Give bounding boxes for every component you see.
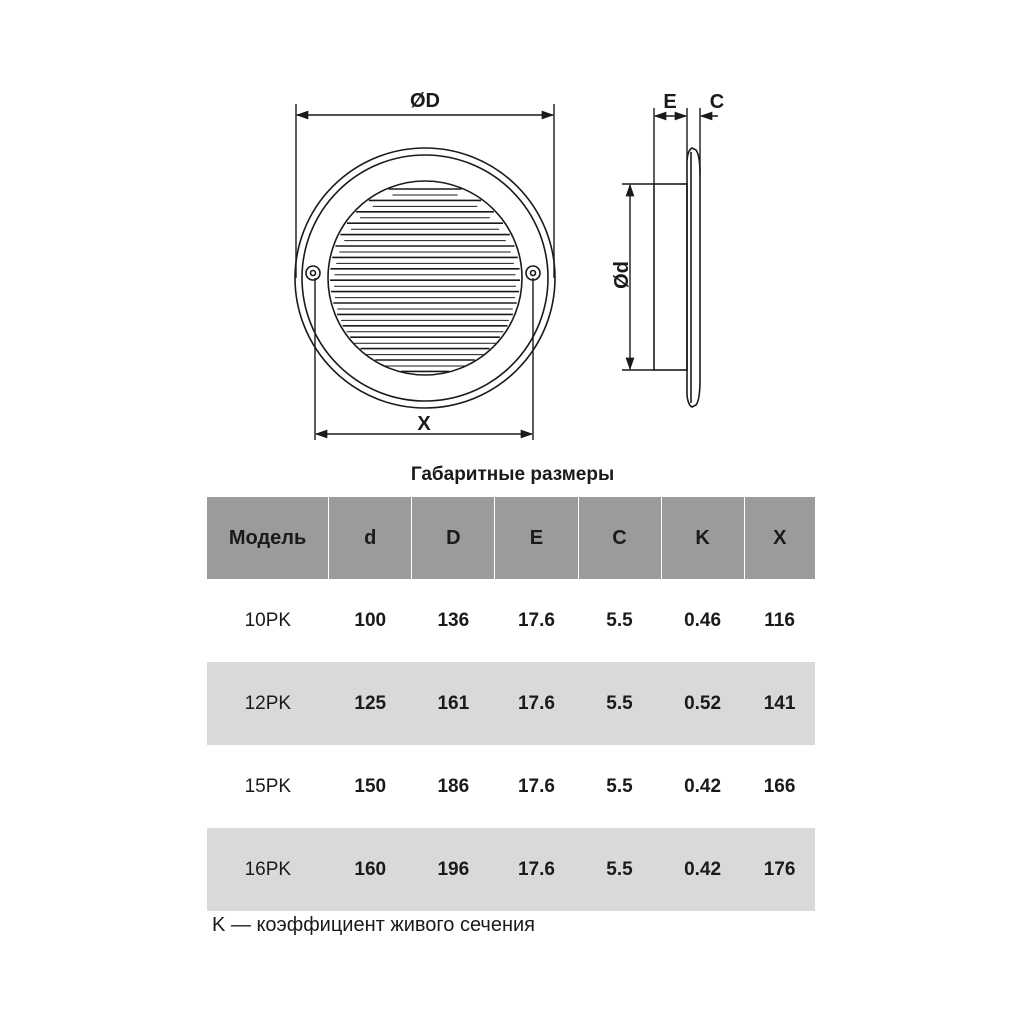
duct-collar xyxy=(654,184,687,370)
cell-X: 141 xyxy=(744,662,815,745)
cell-E: 17.6 xyxy=(517,775,555,797)
cell-X: 116 xyxy=(764,609,795,631)
cell-K: 0.42 xyxy=(661,828,744,911)
cell-d: 150 xyxy=(354,775,387,797)
header-D: D xyxy=(412,497,495,579)
label-X: X xyxy=(417,413,431,435)
cell-model: 12PK xyxy=(207,662,329,745)
cell-X: 166 xyxy=(763,775,796,797)
header-C: C xyxy=(578,497,661,579)
table-row xyxy=(207,828,815,911)
technical-drawing xyxy=(0,0,1025,460)
header-d: d xyxy=(329,497,412,579)
front-view xyxy=(295,148,555,408)
inner-rim xyxy=(302,155,548,401)
cell-D: 196 xyxy=(412,828,495,911)
cell-K: 0.42 xyxy=(684,775,722,797)
side-view xyxy=(654,148,700,407)
cell-C: 5.5 xyxy=(578,828,661,911)
screw-hole-left xyxy=(306,266,320,280)
header-model: Модель xyxy=(207,497,329,579)
outer-rim xyxy=(295,148,555,408)
table-row xyxy=(207,745,815,828)
table-header-row xyxy=(207,497,815,579)
header-X: X xyxy=(744,497,815,579)
cell-E: 17.6 xyxy=(495,828,578,911)
cell-d: 160 xyxy=(329,828,412,911)
header-E: E xyxy=(495,497,578,579)
screw-hole-right xyxy=(526,266,540,280)
dimension-E-C xyxy=(654,108,718,184)
cell-D: 161 xyxy=(412,662,495,745)
label-C: C xyxy=(709,91,725,113)
cell-C: 5.5 xyxy=(606,609,633,631)
table-row xyxy=(207,662,815,745)
table-title: Габаритные размеры xyxy=(410,464,615,485)
dimensions-table xyxy=(207,497,815,911)
table-row xyxy=(207,579,815,662)
cell-X: 176 xyxy=(744,828,815,911)
cell-d: 100 xyxy=(354,609,387,631)
flange xyxy=(687,148,700,407)
label-E: E xyxy=(663,91,677,113)
header-K: K xyxy=(661,497,744,579)
label-D: ØD xyxy=(410,90,440,112)
cell-D: 136 xyxy=(437,609,470,631)
cell-C: 5.5 xyxy=(606,775,633,797)
cell-C: 5.5 xyxy=(578,662,661,745)
cell-model: 16PK xyxy=(207,828,329,911)
cell-model: 15PK xyxy=(244,775,292,797)
footnote: K — коэффициент живого сечения xyxy=(212,914,536,936)
cell-E: 17.6 xyxy=(495,662,578,745)
cell-D: 186 xyxy=(437,775,470,797)
grill-outline xyxy=(328,181,522,375)
label-d: Ød xyxy=(611,261,633,289)
cell-E: 17.6 xyxy=(517,609,555,631)
cell-model: 10PK xyxy=(244,609,292,631)
cell-K: 0.46 xyxy=(684,609,722,631)
cell-d: 125 xyxy=(329,662,412,745)
cell-K: 0.52 xyxy=(661,662,744,745)
